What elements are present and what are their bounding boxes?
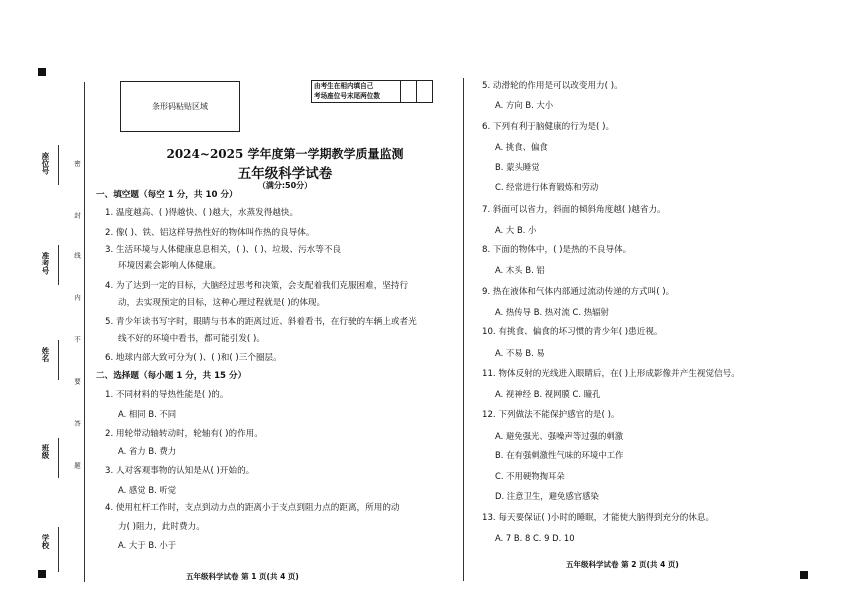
exam-main-title: 五年级科学试卷: [237, 166, 333, 182]
seat-note: 由考生在相内填自己 考场座位号末尾两位数: [314, 82, 380, 100]
answer-options: A. 大 B. 小: [495, 225, 537, 235]
answer-options: C. 经常进行体育锻炼和劳动: [495, 182, 599, 192]
seat-digit-cell[interactable]: [416, 81, 432, 102]
question-text: 2. 用轮带动轴转动时，轮轴有( )的作用。: [105, 429, 263, 439]
question-text: 3. 生活环境与人体健康息息相关，( )、( )、垃圾、污水等不良: [105, 245, 342, 255]
binding-line: [84, 82, 85, 582]
seal-mark: 封: [73, 212, 81, 219]
answer-options: A. 感觉 B. 听觉: [118, 485, 177, 495]
question-text: 1. 温度越高、( )得越快、( )越大，水蒸发得越快。: [105, 208, 299, 218]
question-text: 环境因素会影响人体健康。: [118, 261, 222, 271]
class-label: 班级: [41, 444, 50, 459]
question-text: 6. 下列有利于脑健康的行为是( )。: [482, 122, 615, 132]
seal-mark: 答: [73, 420, 81, 427]
question-text: 4. 为了达到一定的目标，大脑经过思考和决策，会支配着我们克服困难，坚持行: [105, 281, 409, 291]
question-text: 动，去实现预定的目标，这种心理过程就是( )的体现。: [118, 298, 326, 308]
answer-options: D. 注意卫生，避免感官感染: [495, 491, 599, 501]
answer-options: A. 挑食、偏食: [495, 142, 548, 152]
answer-options: A. 7 B. 8 C. 9 D. 10: [495, 533, 575, 543]
barcode-label: 条形码粘贴区域: [152, 102, 208, 111]
exam-number-label: 准考号: [41, 252, 50, 275]
seal-mark: 要: [73, 378, 81, 385]
exam-score: （满分:50分）: [257, 181, 313, 190]
seal-mark: 密: [73, 160, 81, 167]
question-text: 12. 下列做法不能保护感官的是( )。: [482, 410, 620, 420]
question-text: 10. 有挑食、偏食的坏习惯的青少年( )患近视。: [482, 327, 663, 337]
seal-mark: 内: [73, 294, 81, 301]
seal-mark: 题: [73, 462, 81, 469]
seat-digit-cell[interactable]: [400, 81, 416, 102]
seat-number-box: [311, 80, 433, 103]
question-text: 8. 下面的物体中，( )是热的不良导体。: [482, 245, 632, 255]
answer-options: A. 热传导 B. 热对流 C. 热辐射: [495, 307, 609, 317]
section-heading: 一、填空题（每空 1 分，共 10 分）: [96, 190, 238, 200]
question-text: 13. 每天要保证( )小时的睡眠，才能使大脑得到充分的休息。: [482, 513, 715, 523]
answer-options: A. 大于 B. 小于: [118, 540, 177, 550]
answer-options: C. 不用硬物掏耳朵: [495, 471, 565, 481]
binding-blank-lines: [56, 145, 62, 577]
question-text: 4. 使用杠杆工作时，支点到动力点的距离小于支点到阻力点的距离，所用的动: [105, 503, 400, 513]
question-text: 3. 人对客观事物的认知是从( )开始的。: [105, 466, 255, 476]
exam-year-title: 2024~2025 学年度第一学期教学质量监测: [166, 147, 404, 161]
question-text: 力( )阻力，此时费力。: [118, 522, 205, 532]
question-text: 9. 热在液体和气体内部通过流动传递的方式叫( )。: [482, 287, 675, 297]
question-text: 1. 不同材料的导热性能是( )的。: [105, 390, 229, 400]
answer-options: A. 方向 B. 大小: [495, 100, 554, 110]
seal-mark: 线: [73, 252, 81, 259]
answer-options: B. 在有强刺激性气味的环境中工作: [495, 450, 624, 460]
seat-number-label: 座位号: [41, 152, 50, 175]
question-text: 线不好的环境中看书，都可能引发( )。: [118, 334, 265, 344]
registration-mark: [38, 68, 46, 76]
question-text: 7. 斜面可以省力，斜面的倾斜角度越( )越省力。: [482, 205, 666, 215]
name-label: 姓名: [41, 347, 50, 362]
answer-options: A. 相同 B. 不同: [118, 409, 177, 419]
question-text: 5. 青少年读书写字时，眼睛与书本的距离过近、斜着看书，在行驶的车辆上或者光: [105, 317, 417, 327]
answer-options: A. 省力 B. 费力: [118, 446, 177, 456]
page-footer-2: 五年级科学试卷 第 2 页(共 4 页): [566, 560, 679, 569]
question-text: 6. 地球内部大致可分为( )、( )和( )三个圈层。: [105, 353, 282, 363]
section-heading: 二、选择题（每小题 1 分，共 15 分）: [96, 371, 247, 381]
answer-options: A. 避免强光、强噪声等过强的刺激: [495, 431, 624, 441]
barcode-area: [120, 81, 240, 132]
seal-mark: 不: [73, 336, 81, 343]
school-label: 学校: [41, 534, 50, 549]
question-text: 11. 物体反射的光线进入眼睛后，在( )上形成影像并产生视觉信号。: [482, 369, 740, 379]
answer-options: A. 不易 B. 易: [495, 348, 545, 358]
question-text: 2. 像( )、铁、铝这样导热性好的物体叫作热的良导体。: [105, 228, 315, 238]
answer-options: B. 蒙头睡觉: [495, 162, 540, 172]
answer-options: A. 视神经 B. 视网膜 C. 瞳孔: [495, 389, 601, 399]
page-footer-1: 五年级科学试卷 第 1 页(共 4 页): [186, 572, 299, 581]
question-text: 5. 动滑轮的作用是可以改变用力( )。: [482, 81, 623, 91]
answer-options: A. 木头 B. 铝: [495, 265, 545, 275]
registration-mark: [800, 571, 808, 579]
registration-mark: [38, 570, 46, 578]
